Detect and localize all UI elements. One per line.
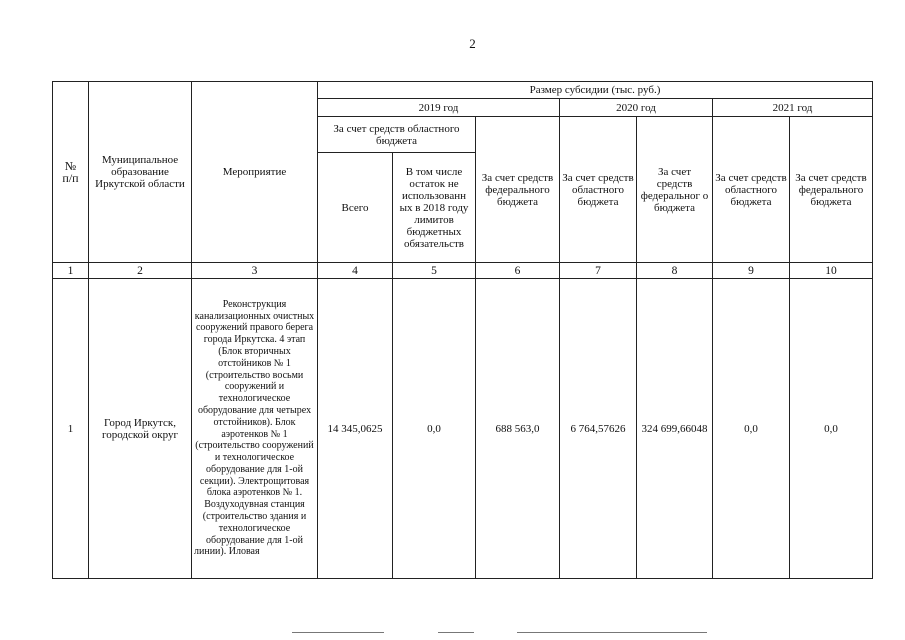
column-number: 2	[89, 263, 192, 279]
header-total-2019: Всего	[318, 153, 393, 263]
page-number: 2	[469, 36, 476, 51]
column-number: 7	[560, 263, 637, 279]
scan-artifact-line	[517, 632, 707, 633]
header-federal-2019: За счет средств федерального бюджета	[476, 117, 560, 263]
header-year-2021: 2021 год	[713, 99, 873, 117]
header-year-2020: 2020 год	[560, 99, 713, 117]
header-row-number: № п/п	[53, 82, 89, 263]
table-row	[53, 279, 873, 579]
header-regional-budget-2019: За счет средств областного бюджета	[318, 117, 476, 153]
subsidy-table	[52, 81, 873, 579]
header-regional-2021: За счет средств областного бюджета	[713, 117, 790, 263]
total-2019-cell: 14 345,0625	[318, 279, 393, 579]
federal-2019-cell: 688 563,0	[476, 279, 560, 579]
header-year-2019: 2019 год	[318, 99, 560, 117]
unused-2019-cell: 0,0	[393, 279, 476, 579]
header-unused-remainder: В том числе остаток не использованн ых в 2018 году лимитов бюджетных обязательств	[393, 153, 476, 263]
header-municipality: Муниципальное образование Иркутской области	[89, 82, 192, 263]
federal-2021-cell: 0,0	[790, 279, 873, 579]
scan-artifact-line	[438, 632, 474, 633]
scan-artifact-line	[292, 632, 384, 633]
column-number: 9	[713, 263, 790, 279]
column-number: 10	[790, 263, 873, 279]
row-number-cell: 1	[53, 279, 89, 579]
column-number: 4	[318, 263, 393, 279]
header-federal-2021: За счет средств федерального бюджета	[790, 117, 873, 263]
column-number: 5	[393, 263, 476, 279]
federal-2020-cell: 324 699,66048	[637, 279, 713, 579]
header-regional-2020: За счет средств областного бюджета	[560, 117, 637, 263]
header-subsidy-size: Размер субсидии (тыс. руб.)	[318, 82, 873, 99]
activity-cell: Реконструкция канализационных очистных сооружений правого берега города Иркутска. 4 этап (Блок вторичных отстойников № 1 (строительство восьми сооружений и технологическое оборудование для четырех отстойников). Блок аэротенков № 1 (строительство сооружений и технологическое оборудование для 1-ой секции). Электрощитовая блока аэротенков № 1. Воздуходувная станция (строительство здания и технологическое оборудование для 1-ой линии). Иловая	[192, 279, 318, 579]
column-number: 1	[53, 263, 89, 279]
column-number: 6	[476, 263, 560, 279]
header-federal-2020: За счет средств федеральног о бюджета	[637, 117, 713, 263]
municipality-cell: Город Иркутск, городской округ	[89, 279, 192, 579]
regional-2020-cell: 6 764,57626	[560, 279, 637, 579]
column-number: 3	[192, 263, 318, 279]
column-number: 8	[637, 263, 713, 279]
header-activity: Мероприятие	[192, 82, 318, 263]
regional-2021-cell: 0,0	[713, 279, 790, 579]
